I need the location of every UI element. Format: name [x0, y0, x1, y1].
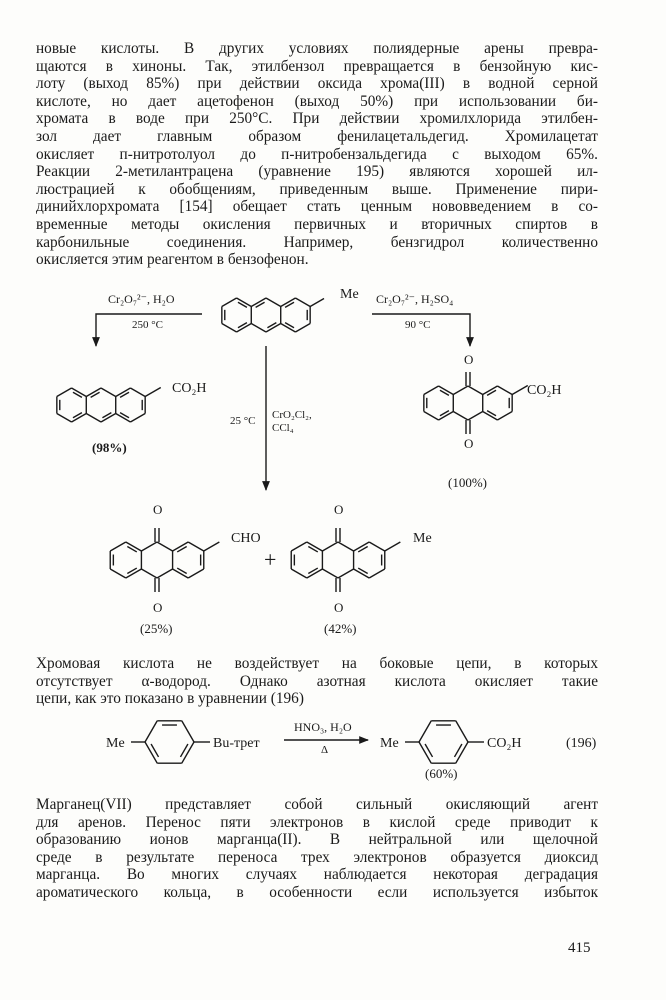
text-line: образованию ионов марганца(II). В нейтральной или щелочной [36, 831, 598, 849]
anthracene-carboxylic-acid-structure [57, 388, 161, 423]
text-line: новые кислоты. В других условиях полиядерные арены превра- [36, 40, 598, 57]
bond [468, 386, 483, 395]
benzene-ring-structure [419, 721, 468, 763]
text-line: карбонильные соединения. Например, бензгидрол количественно [36, 233, 598, 251]
substituent-bond [385, 542, 401, 551]
text-line: хромата в воде при 250°С. При действии хромилхлорида этилбен- [36, 110, 598, 128]
down-reagent-1: CrO₂Cl₂, [272, 409, 312, 421]
bl-oxygen-bottom: O [153, 600, 163, 615]
bond [338, 542, 354, 551]
bond [369, 569, 385, 578]
eq196-reagent: HNO₃, H₂O [294, 720, 352, 734]
substituent-bond [204, 542, 220, 551]
bond [157, 569, 173, 578]
bond [130, 414, 145, 423]
br-product-yield: (42%) [324, 621, 357, 636]
text-line: зол дает главным образом фенилацетальдегид. Хромилацетат [36, 127, 598, 145]
substituent-bond [145, 388, 161, 397]
bond [141, 569, 157, 578]
bond [86, 414, 101, 423]
bond [188, 569, 204, 578]
bond [369, 542, 385, 551]
text-line: цепи, как это показано в уравнении (196) [36, 690, 304, 708]
text-line: марганца. Во многих случаях наблюдается некоторая деградация [36, 866, 598, 884]
anthraquinone-carbaldehyde-structure [110, 528, 219, 592]
text-line: временные методы окисления первичных и вторичных спиртов в [36, 215, 598, 233]
eq196-left-methyl: Me [106, 736, 125, 751]
left-product-yield: (98%) [92, 440, 127, 455]
eq196-yield: (60%) [425, 766, 458, 781]
down-reagent-2: CCl₄ [272, 422, 294, 434]
br-oxygen-bottom: O [334, 600, 344, 615]
bond [251, 324, 266, 333]
text-line: окисляет п-нитротолуол до п-нитробензальдегида с выходом 65%. [36, 145, 598, 163]
bond [295, 324, 310, 333]
right-product-group: CO₂H [527, 383, 562, 398]
bond [291, 542, 307, 551]
text-line: для аренов. Перенос пяти электронов в кислой среде приводит к [36, 813, 598, 831]
br-product-group: Me [413, 531, 432, 546]
bond [424, 412, 439, 421]
text-line: люстрацией к обобщениям, приведенным выше. Применение пири- [36, 180, 598, 198]
bond [222, 324, 237, 333]
text-line: щаются в хиноны. Так, этилбензол превращается в бензойную кис- [36, 57, 598, 75]
bond [497, 412, 512, 421]
paragraph-3 [36, 796, 598, 902]
bond [295, 298, 310, 307]
bond [188, 542, 204, 551]
bond [222, 298, 237, 307]
bond [291, 569, 307, 578]
eq196-product-group: CO₂H [487, 736, 522, 751]
plus-sign: + [264, 547, 277, 572]
text-line: лоту (выход 85%) при действии оксида хрома(III) в водной серной [36, 75, 598, 93]
paragraph-2 [36, 655, 598, 708]
right-condition: 90 °C [405, 319, 431, 331]
text-line: Реакции 2-метилантрацена (уравнение 195) являются хорошей ил- [36, 163, 598, 181]
eq196-condition: Δ [321, 744, 329, 756]
bond [338, 569, 354, 578]
text-line: среде в результате переноса трех электронов образуется диоксид [36, 848, 598, 866]
br-oxygen-top: O [334, 502, 344, 517]
equation-number: (196) [566, 736, 597, 751]
bond [468, 412, 483, 421]
left-product-group: CO₂H [172, 381, 207, 396]
bond [453, 386, 468, 395]
text-line: ароматического кольца, в особенности если используется избыток [36, 883, 598, 901]
bl-product-group: CHO [231, 531, 261, 546]
bond [182, 721, 194, 742]
bond [110, 542, 126, 551]
bond [266, 298, 281, 307]
text-line: окисляется этим реагентом в бензофенон. [36, 251, 309, 269]
bond [57, 388, 72, 397]
methylanthraquinone-structure [291, 528, 400, 592]
right-reagent: Cr₂O₇²⁻, H₂SO₄ [376, 292, 454, 306]
substituent-bond [310, 299, 324, 307]
bond [101, 388, 116, 397]
bond [322, 569, 338, 578]
benzene-ring-structure [145, 721, 194, 763]
eq196-right-methyl: Me [380, 736, 399, 751]
anthraquinone-carboxylic-acid-structure [424, 372, 528, 434]
substituent-bond [512, 386, 528, 395]
right-product-oxygen-bottom: O [464, 436, 474, 451]
bond [57, 414, 72, 423]
text-line: Марганец(VII) представляет собой сильный окисляющий агент [36, 796, 598, 813]
bond [130, 388, 145, 397]
down-temperature: 25 °C [230, 415, 256, 427]
bond [453, 412, 468, 421]
eq196-tert-butyl: Bu-трет [213, 736, 260, 751]
bond [456, 721, 468, 742]
text-line: отсутствует α-водород. Однако азотная кислота окисляет такие [36, 672, 598, 690]
text-line: Хромовая кислота не воздействует на боковые цепи, в которых [36, 655, 598, 672]
bond [322, 542, 338, 551]
bond [497, 386, 512, 395]
methylanthracene-structure [222, 298, 324, 332]
bond [141, 542, 157, 551]
text-line: кислоте, но дает ацетофенон (выход 50%) при использовании би- [36, 92, 598, 110]
bond [110, 569, 126, 578]
start-methyl-label: Me [340, 287, 359, 302]
bond [157, 542, 173, 551]
bond [419, 721, 431, 742]
left-condition: 250 °C [132, 319, 163, 331]
page-number: 415 [568, 940, 591, 956]
text-line: динийхлорхромата [154] обещает стать ценным нововведением в со- [36, 198, 598, 216]
right-product-oxygen-top: O [464, 352, 474, 367]
right-product-yield: (100%) [448, 475, 487, 490]
bl-product-yield: (25%) [140, 621, 173, 636]
bond [424, 386, 439, 395]
left-reagent: Cr₂O₇²⁻, H₂O [108, 292, 175, 306]
bl-oxygen-top: O [153, 502, 163, 517]
bond [145, 721, 157, 742]
